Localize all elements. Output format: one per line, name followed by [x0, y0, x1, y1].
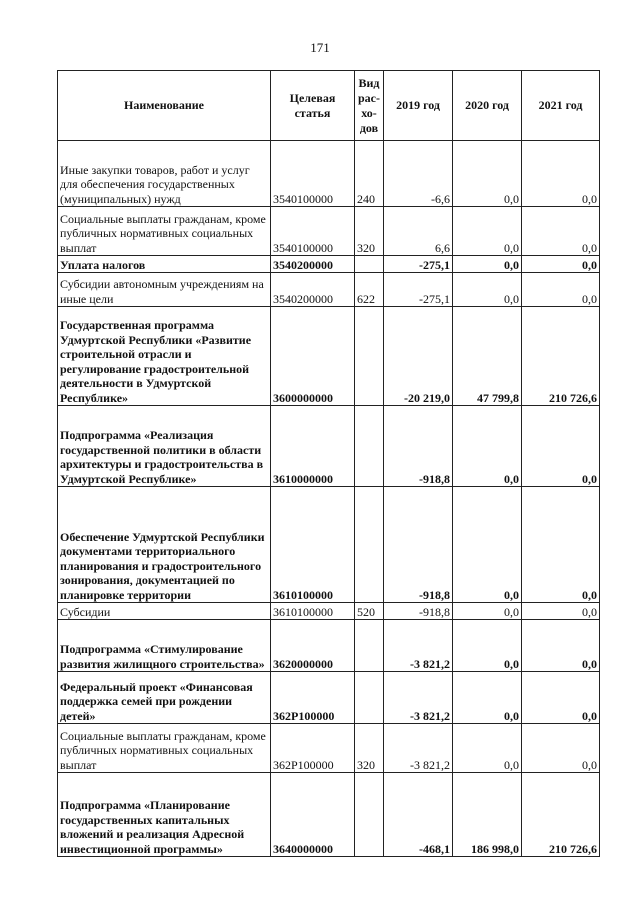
row-name: Подпрограмма «Стимулирование развития жилищного строительства»	[58, 620, 271, 672]
row-2021: 0,0	[522, 672, 600, 724]
row-2021: 0,0	[522, 141, 600, 207]
row-vid: 320	[355, 724, 384, 773]
header-2019: 2019 год	[384, 71, 453, 141]
row-2019: -3 821,2	[384, 672, 453, 724]
row-2020: 0,0	[453, 406, 522, 487]
row-2020: 186 998,0	[453, 773, 522, 857]
row-code: 3540100000	[271, 207, 355, 256]
row-name: Субсидии	[58, 603, 271, 620]
row-2020: 0,0	[453, 672, 522, 724]
table-row	[58, 672, 600, 724]
row-2019: -20 219,0	[384, 307, 453, 406]
table-row	[58, 273, 600, 307]
table-row	[58, 487, 600, 603]
row-2021: 0,0	[522, 256, 600, 273]
row-vid	[355, 307, 384, 406]
row-2019: -468,1	[384, 773, 453, 857]
header-target: Целевая статья	[271, 71, 355, 141]
header-vid-line: хо-	[361, 105, 377, 120]
row-2020: 0,0	[453, 620, 522, 672]
row-2020: 47 799,8	[453, 307, 522, 406]
row-name: Подпрограмма «Реализация государственной политики в области архитектуры и градостроительства в Удмуртской Республике»	[58, 406, 271, 487]
table-header-row	[58, 71, 600, 141]
row-code: 3600000000	[271, 307, 355, 406]
row-2021: 0,0	[522, 724, 600, 773]
row-vid	[355, 406, 384, 487]
header-vid	[355, 71, 384, 141]
row-2021: 210 726,6	[522, 773, 600, 857]
row-2020: 0,0	[453, 273, 522, 307]
row-vid	[355, 487, 384, 603]
row-2019: -3 821,2	[384, 620, 453, 672]
row-name: Государственная программа Удмуртской Республики «Развитие строительной отрасли и регулирование градостроительной деятельности в Удмуртской Республике»	[58, 307, 271, 406]
row-2019: -275,1	[384, 273, 453, 307]
budget-table	[57, 70, 600, 857]
row-2019: 6,6	[384, 207, 453, 256]
table-row	[58, 307, 600, 406]
row-name: Уплата налогов	[58, 256, 271, 273]
row-2020: 0,0	[453, 487, 522, 603]
row-name: Федеральный проект «Финансовая поддержка семей при рождении детей»	[58, 672, 271, 724]
table-row	[58, 724, 600, 773]
row-2020: 0,0	[453, 603, 522, 620]
row-2021: 0,0	[522, 406, 600, 487]
row-vid	[355, 773, 384, 857]
table-row	[58, 141, 600, 207]
table-row	[58, 620, 600, 672]
row-name: Субсидии автономным учреждениям на иные цели	[58, 273, 271, 307]
header-2021: 2021 год	[522, 71, 600, 141]
row-2021: 0,0	[522, 207, 600, 256]
row-2019: -275,1	[384, 256, 453, 273]
table-row	[58, 603, 600, 620]
row-vid	[355, 256, 384, 273]
row-2019: -3 821,2	[384, 724, 453, 773]
row-2019: -918,8	[384, 406, 453, 487]
row-code: 3540100000	[271, 141, 355, 207]
page-number: 171	[310, 40, 330, 55]
row-name: Подпрограмма «Планирование государственных капитальных вложений и реализация Адресной инвестиционной программы»	[58, 773, 271, 857]
row-2020: 0,0	[453, 141, 522, 207]
row-2020: 0,0	[453, 724, 522, 773]
header-name: Наименование	[58, 71, 271, 141]
table-row	[58, 256, 600, 273]
table-row	[58, 207, 600, 256]
row-2019: -6,6	[384, 141, 453, 207]
row-code: 362P100000	[271, 724, 355, 773]
row-2021: 0,0	[522, 273, 600, 307]
row-code: 3540200000	[271, 273, 355, 307]
row-vid: 320	[355, 207, 384, 256]
table-row	[58, 773, 600, 857]
row-name: Иные закупки товаров, работ и услуг для обеспечения государственных (муниципальных) нужд	[58, 141, 271, 207]
row-name: Обеспечение Удмуртской Республики документами территориального планирования и градостроительного зонирования, документацией по планировке территории	[58, 487, 271, 603]
row-vid: 240	[355, 141, 384, 207]
row-code: 3610100000	[271, 603, 355, 620]
row-2020: 0,0	[453, 207, 522, 256]
header-vid-line: рас-	[358, 90, 380, 105]
row-name: Социальные выплаты гражданам, кроме публичных нормативных социальных выплат	[58, 724, 271, 773]
header-vid-line: дов	[359, 120, 379, 135]
row-vid: 622	[355, 273, 384, 307]
row-vid: 520	[355, 603, 384, 620]
header-vid-line: Вид	[358, 75, 380, 90]
row-2020: 0,0	[453, 256, 522, 273]
table-row	[58, 406, 600, 487]
row-vid	[355, 620, 384, 672]
row-name: Социальные выплаты гражданам, кроме публичных нормативных социальных выплат	[58, 207, 271, 256]
row-2021: 0,0	[522, 620, 600, 672]
row-code: 3540200000	[271, 256, 355, 273]
header-2020: 2020 год	[453, 71, 522, 141]
row-code: 3610000000	[271, 406, 355, 487]
row-2021: 210 726,6	[522, 307, 600, 406]
row-code: 362P100000	[271, 672, 355, 724]
row-code: 3610100000	[271, 487, 355, 603]
row-2021: 0,0	[522, 487, 600, 603]
row-code: 3620000000	[271, 620, 355, 672]
row-code: 3640000000	[271, 773, 355, 857]
row-2019: -918,8	[384, 603, 453, 620]
row-vid	[355, 672, 384, 724]
row-2019: -918,8	[384, 487, 453, 603]
row-2021: 0,0	[522, 603, 600, 620]
